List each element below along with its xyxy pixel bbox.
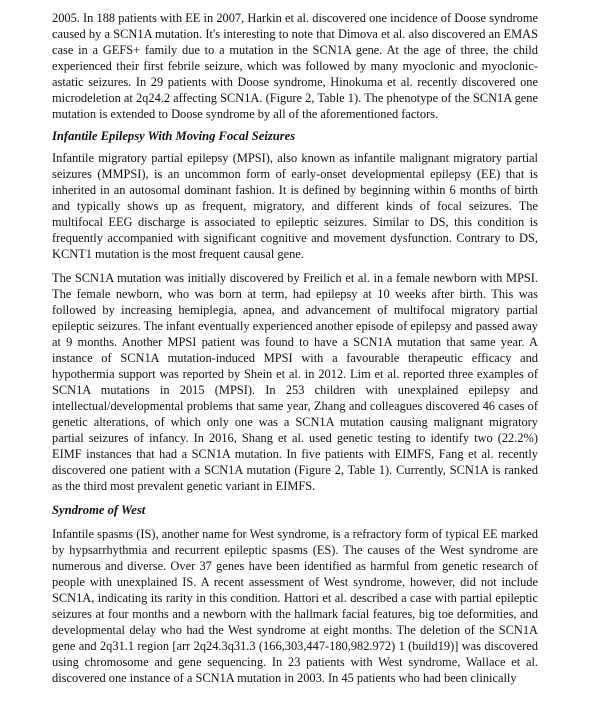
paragraph-mpsi-intro: Infantile migratory partial epilepsy (MPSI), also known as infantile malignant migratory partial seizures (MMPSI), is an uncommon form of early-onset developmental epilepsy (EE) that is inherited in an autosomal dominant fashion. It is defined by beginning within 6 months of birth and typically shows up as frequent, migratory, and different kinds of focal seizures. The multifocal EEG discharge is associated to epileptic seizures. Similar to DS, this condition is frequently accompanied with significant cognitive and movement dysfunction. Contrary to DS, KCNT1 mutation is the most frequent causal gene. [52,151,538,261]
spacer [52,494,538,502]
paragraph-west-syndrome: Infantile spasms (IS), another name for West syndrome, is a refractory form of typical EE marked by hypsarrhythmia and recurrent epileptic spasms (ES). The causes of the West syndrome are numerous and diverse. Over 37 genes have been identified as harmful from genetic research of people with unexplained IS. A recent assessment of West syndrome, however, did not include SCN1A, indicating its rarity in this condition. Hattori et al. described a case with partial epileptic seizures at four months and a newborn with the hallmark facial features, big toe deformities, and developmental delay who had the West syndrome at eight months. The deletion of the SCN1A gene and 2q31.1 region [arr 2q24.3q31.3 (166,303,447-180,982.972) 1 (build19)] was discovered using chromosome and gene sequencing. In 23 patients with West syndrome, Wallace et al. discovered one instance of a SCN1A mutation in 2003. In 45 patients who had been clinically [52,527,538,685]
section-heading-infantile-epilepsy: Infantile Epilepsy With Moving Focal Seizures [52,129,296,143]
article-page [52,10,538,686]
spacer [52,518,538,526]
paragraph-mpsi-scn1a: The SCN1A mutation was initially discovered by Freilich et al. in a female newborn with MPSI. The female newborn, who was born at term, had epilepsy at 10 weeks after birth. This was followed by increasing hemiplegia, apnea, and advancement of multifocal migratory partial epileptic seizures. The infant eventually experienced another episode of epilepsy and passed away at 9 months. Another MPSI patient was found to have a SCN1A mutation that same year. A instance of SCN1A mutation-induced MPSI with a favourable therapeutic efficacy and hypothermia support was reported by Shein et al. in 2012. Lim et al. reported three examples of SCN1A mutations in 2015 (MPSI). In 253 children with unexplained epilepsy and intellectual/developmental problems that same year, Zhang and colleagues discovered 46 cases of genetic alterations, of which only one was a SCN1A mutation causing malignant migratory partial seizures of infancy. In 2016, Shang et al. used genetic testing to identify two (22.2%) EIMF instances that had a SCN1A mutation. In five patients with EIMFS, Fang et al. recently discovered one patient with a SCN1A mutation (Figure 2, Table 1). Currently, SCN1A is ranked as the third most prevalent genetic variant in EIMFS. [52,271,538,493]
paragraph-doose-syndrome: 2005. In 188 patients with EE in 2007, Harkin et al. discovered one incidence of Doose syndrome caused by a SCN1A mutation. It's interesting to note that Dimova et al. also discovered an EMAS case in a GEFS+ family due to a mutation in the SCN1A gene. At the age of three, the child experienced their first febrile seizure, which was followed by many myoclonic and myoclonic-astatic seizures. In 29 patients with Doose syndrome, Hinokuma et al. recently discovered one microdeletion at 2q24.2 affecting SCN1A. (Figure 2, Table 1). The phenotype of the SCN1A gene mutation is extended to Doose syndrome by all of the aforementioned factors. [52,11,538,121]
spacer [52,262,538,270]
section-heading-west-syndrome: Syndrome of West [52,503,146,517]
